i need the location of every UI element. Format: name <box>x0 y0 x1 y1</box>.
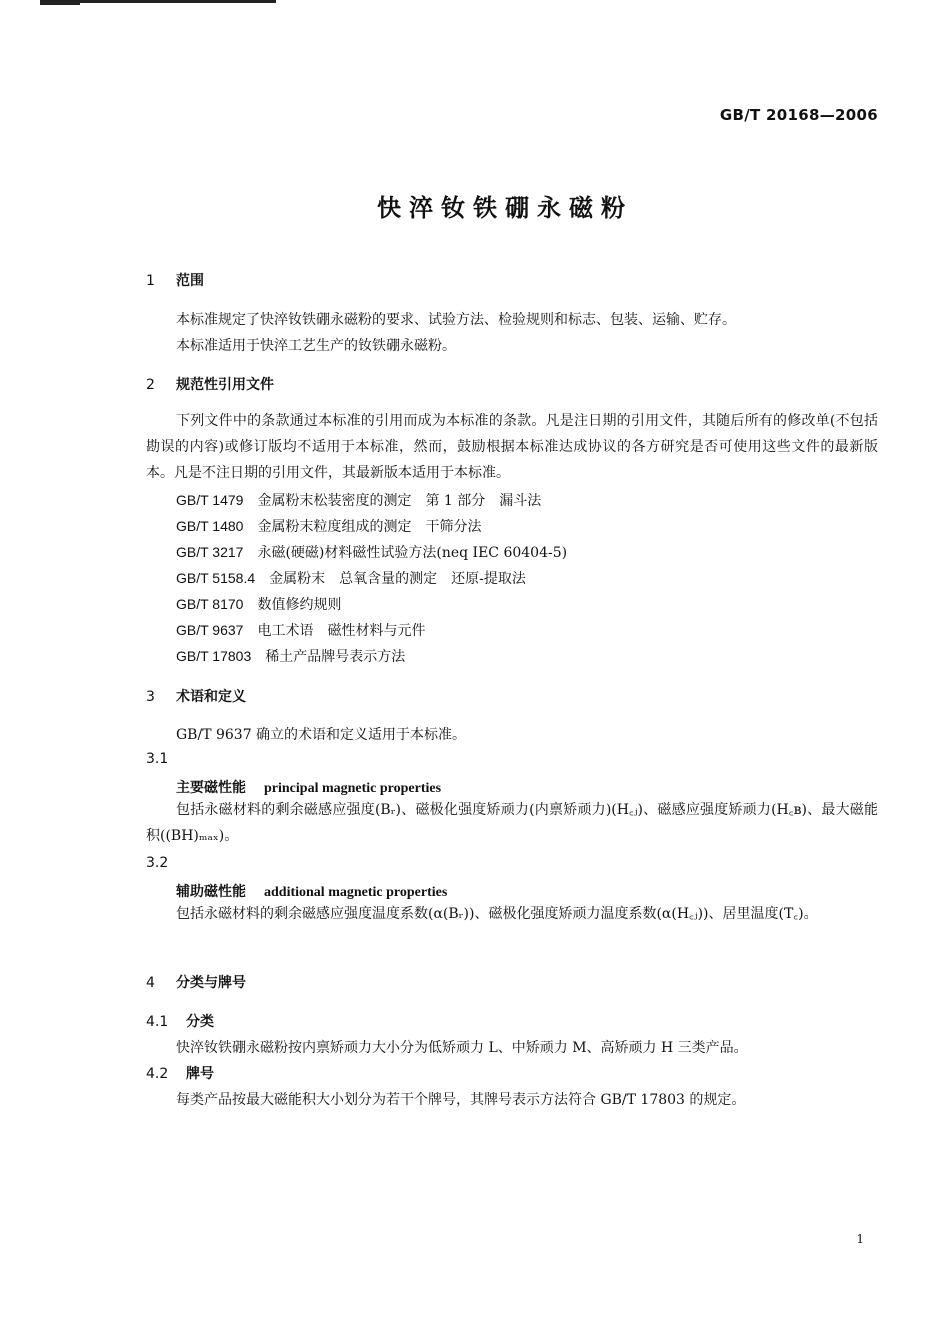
reference-item <box>176 620 425 640</box>
section-title: 分类与牌号 <box>176 975 246 991</box>
reference-title: 金属粉末松装密度的测定 第 1 部分 漏斗法 <box>257 493 542 509</box>
paragraph: 快淬钕铁硼永磁粉按内禀矫顽力大小分为低矫顽力 L、中矫顽力 M、高矫顽力 H 三类产品。 <box>176 1040 748 1056</box>
reference-title: 电工术语 磁性材料与元件 <box>257 623 426 639</box>
term-en: principal magnetic properties <box>264 781 442 796</box>
section-title: 规范性引用文件 <box>176 377 274 393</box>
clause-title: 牌号 <box>186 1066 214 1082</box>
term-heading <box>176 881 447 901</box>
reference-code: GB/T 3217 <box>176 544 244 560</box>
term-heading <box>176 777 441 797</box>
clause-4-2-heading <box>146 1063 214 1083</box>
clause-number: 3.2 <box>146 855 169 871</box>
term-cn: 主要磁性能 <box>176 780 246 796</box>
term-cn: 辅助磁性能 <box>176 884 246 900</box>
top-rule <box>40 0 276 3</box>
clause-title: 分类 <box>186 1014 214 1030</box>
reference-code: GB/T 1480 <box>176 518 244 534</box>
term-en: additional magnetic properties <box>264 885 448 900</box>
reference-item <box>176 646 405 666</box>
page-number: 1 <box>856 1232 864 1246</box>
reference-code: GB/T 9637 <box>176 622 244 638</box>
reference-item <box>176 542 567 562</box>
reference-title: 金属粉末粒度组成的测定 干筛分法 <box>257 519 482 535</box>
reference-code: GB/T 8170 <box>176 596 244 612</box>
reference-title: 数值修约规则 <box>257 597 342 613</box>
reference-title: 稀土产品牌号表示方法 <box>265 649 406 665</box>
reference-item <box>176 490 541 510</box>
reference-title: 金属粉末 总氧含量的测定 还原-提取法 <box>269 571 526 587</box>
clause-number: 3.1 <box>146 751 169 767</box>
clause-number: 4.1 <box>146 1014 169 1030</box>
paragraph: 本标准规定了快淬钕铁硼永磁粉的要求、试验方法、检验规则和标志、包装、运输、贮存。 <box>176 312 736 328</box>
clause-4-1-heading <box>146 1011 214 1031</box>
clause-number: 4.2 <box>146 1066 169 1082</box>
section-number: 2 <box>146 377 155 393</box>
section-number: 4 <box>146 975 155 991</box>
section-number: 1 <box>146 273 155 289</box>
reference-item <box>176 594 341 614</box>
standard-number: GB/T 20168—2006 <box>719 106 878 124</box>
reference-code: GB/T 1479 <box>176 492 244 508</box>
section-3-heading <box>146 686 246 706</box>
section-2-heading <box>146 374 274 394</box>
section-title: 范围 <box>176 273 204 289</box>
paragraph: GB/T 9637 确立的术语和定义适用于本标准。 <box>176 727 467 743</box>
section-number: 3 <box>146 689 155 705</box>
term-definition: 包括永磁材料的剩余磁感应强度温度系数(α(Bᵣ))、磁极化强度矫顽力温度系数(α(H꜀ⱼ))、居里温度(T꜀)。 <box>176 906 818 922</box>
section-4-heading <box>146 972 246 992</box>
paragraph: 下列文件中的条款通过本标准的引用而成为本标准的条款。凡是注日期的引用文件，其随后所有的修改单(不包括勘误的内容)或修订版均不适用于本标准，然而，鼓励根据本标准达成协议的各方研究是否可使用这些文件的最新版本。凡是不注日期的引用文件，其最新版本适用于本标准。 <box>146 413 878 481</box>
document-title: 快淬钕铁硼永磁粉 <box>377 194 633 222</box>
paragraph: 本标准适用于快淬工艺生产的钕铁硼永磁粉。 <box>176 338 456 354</box>
reference-code: GB/T 5158.4 <box>176 570 256 586</box>
section-1-heading <box>146 270 204 290</box>
reference-title: 永磁(硬磁)材料磁性试验方法(neq IEC 60404-5) <box>257 545 568 561</box>
reference-item <box>176 516 481 536</box>
reference-item <box>176 568 526 588</box>
term-definition: 包括永磁材料的剩余磁感应强度(Bᵣ)、磁极化强度矫顽力(内禀矫顽力)(H꜀ⱼ)、磁感应强度矫顽力(H꜀ʙ)、最大磁能积((BH)ₘₐₓ)。 <box>146 802 878 844</box>
section-title: 术语和定义 <box>176 689 246 705</box>
reference-code: GB/T 17803 <box>176 648 252 664</box>
paragraph: 每类产品按最大磁能积大小划分为若干个牌号，其牌号表示方法符合 GB/T 17803 的规定。 <box>176 1092 746 1108</box>
